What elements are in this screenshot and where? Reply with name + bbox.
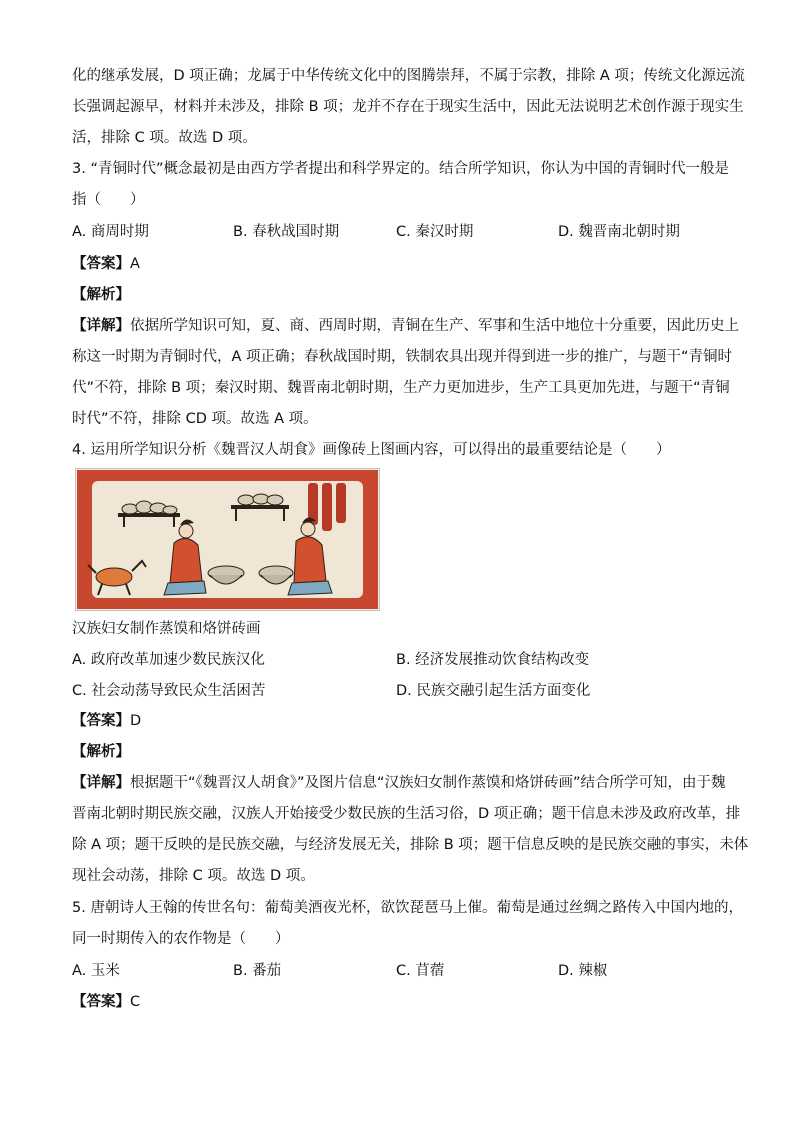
q5-option-b: B. 番茄: [233, 963, 282, 979]
q5-option-c: C. 苜蓿: [396, 963, 445, 979]
q4-detail-line-2: 晋南北朝时期民族交融，汉族人开始接受少数民族的生活习俗，D 项正确；题干信息未涉及政府改革，排: [72, 806, 741, 822]
analysis-tag: 【解析】: [72, 287, 130, 303]
q3-detail-line-1: [72, 316, 739, 336]
q4-analysis: [72, 742, 722, 762]
q4-option-d: D. 民族交融引起生活方面变化: [396, 683, 591, 699]
q4-detail-line-3: 除 A 项；题干反映的是民族交融，与经济发展无关，排除 B 项；题干信息反映的是民族交融的事实，未体: [72, 837, 749, 853]
figure-caption: 汉族妇女制作蒸馍和烙饼砖画: [72, 621, 261, 637]
detail-tag: 【详解】: [72, 318, 130, 334]
answer-value: C: [130, 994, 141, 1010]
q3-option-d: D. 魏晋南北朝时期: [558, 224, 680, 240]
q5-stem-line-1: 5. 唐朝诗人王翰的传世名句：葡萄美酒夜光杯，欲饮琵琶马上催。葡萄是通过丝绸之路传入中国内地的，: [72, 900, 743, 916]
detail-tag: 【详解】: [72, 775, 130, 791]
q4-option-b: B. 经济发展推动饮食结构改变: [396, 652, 590, 668]
q4-option-c: C. 社会动荡导致民众生活困苦: [72, 683, 266, 699]
q3-detail-line-3: 代”不符，排除 B 项；秦汉时期、魏晋南北朝时期，生产力更加进步，生产工具更加先进，与题干“青铜: [72, 380, 730, 396]
q4-detail-line-4: 现社会动荡，排除 C 项。故选 D 项。: [72, 868, 315, 884]
q3-detail-line-2: 称这一时期为青铜时代，A 项正确；春秋战国时期，铁制农具出现并得到进一步的推广，与题干“青铜时: [72, 349, 733, 365]
q5-option-a: A. 玉米: [72, 963, 120, 979]
intro-line-1: 化的继承发展，D 项正确；龙属于中华传统文化中的图腾崇拜，不属于宗教，排除 A 项；传统文化源远流: [72, 68, 745, 84]
q4-answer: [72, 711, 722, 731]
detail-text: 依据所学知识可知，夏、商、西周时期，青铜在生产、军事和生活中地位十分重要，因此历史上: [130, 318, 739, 334]
q3-stem-line-2: 指（ ）: [72, 192, 145, 208]
brick-painting-image: [75, 468, 380, 611]
answer-tag: 【答案】: [72, 713, 130, 729]
q3-detail-line-4: 时代”不符，排除 CD 项。故选 A 项。: [72, 411, 318, 427]
answer-tag: 【答案】: [72, 994, 130, 1010]
answer-value: D: [130, 713, 142, 729]
q5-stem-line-2: 同一时期传入的农作物是（ ）: [72, 931, 290, 947]
analysis-tag: 【解析】: [72, 744, 130, 760]
q4-detail-line-1: [72, 773, 726, 793]
answer-value: A: [130, 256, 140, 272]
q3-option-a: A. 商周时期: [72, 224, 149, 240]
brick-painting-illustration: [76, 469, 379, 610]
q3-answer: [72, 254, 722, 274]
q3-stem-line-1: 3. “青铜时代”概念最初是由西方学者提出和科学界定的。结合所学知识，你认为中国的青铜时代一般是: [72, 161, 729, 177]
q3-option-c: C. 秦汉时期: [396, 224, 474, 240]
intro-line-3: 活，排除 C 项。故选 D 项。: [72, 130, 257, 146]
q5-option-d: D. 辣椒: [558, 963, 608, 979]
q3-analysis: [72, 285, 722, 305]
q5-answer: [72, 992, 722, 1012]
q3-option-b: B. 春秋战国时期: [233, 224, 340, 240]
q4-stem: 4. 运用所学知识分析《魏晋汉人胡食》画像砖上图画内容，可以得出的最重要结论是（ ）: [72, 442, 671, 458]
detail-text: 根据题干“《魏晋汉人胡食》”及图片信息“汉族妇女制作蒸馍和烙饼砖画”结合所学可知，由于魏: [130, 775, 726, 791]
q4-option-a: A. 政府改革加速少数民族汉化: [72, 652, 265, 668]
answer-tag: 【答案】: [72, 256, 130, 272]
intro-line-2: 长强调起源早，材料并未涉及，排除 B 项；龙并不存在于现实生活中，因此无法说明艺术创作源于现实生: [72, 99, 744, 115]
